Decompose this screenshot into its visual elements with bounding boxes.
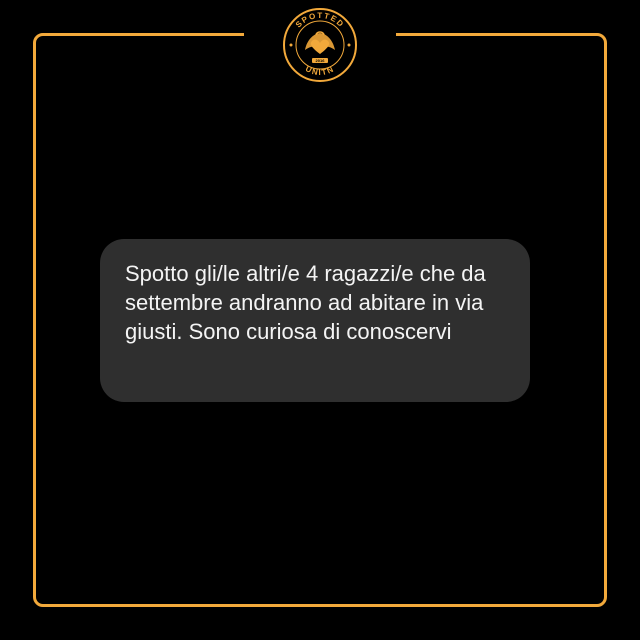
logo-small-text: 2016 (315, 58, 325, 63)
spotted-unitn-logo-svg (281, 6, 359, 84)
logo-bottom-text: UNITN (303, 64, 337, 78)
logo-top-text: SPOTTED (293, 10, 347, 30)
message-text: Spotto gli/le altri/e 4 ragazzi/e che da settembre andranno ad abitare in via giusti. Sono curiosa di conoscervi (125, 261, 486, 344)
spotted-unitn-logo (281, 6, 359, 84)
message-bubble (100, 239, 530, 402)
